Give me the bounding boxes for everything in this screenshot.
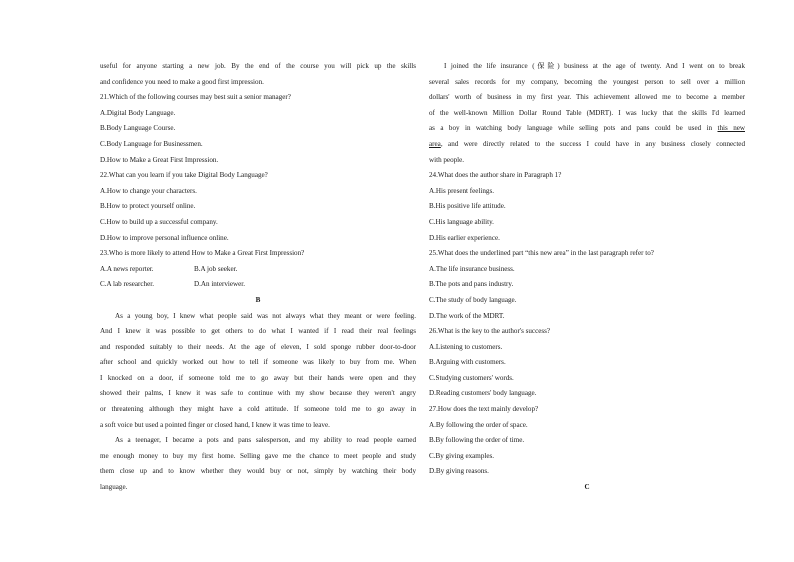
question-26-option-a: A.Listening to customers.: [429, 342, 503, 351]
passage-line: language.: [100, 483, 128, 492]
question-26-option-d: D.Reading customers' body language.: [429, 389, 537, 398]
passage-line: [429, 121, 745, 137]
passage-text: , and were directly related to the success I could have in any business closely connected: [440, 139, 745, 148]
left-column: [100, 59, 416, 496]
passage-line: after school and quickly worked out how to tell if someone was likely to buy from me. When: [100, 358, 416, 367]
question-27-stem: 27.How does the text mainly develop?: [429, 405, 539, 414]
passage-line: with people.: [429, 155, 465, 164]
question-23-option-b: B.A job seeker.: [194, 264, 238, 273]
question-24-option-c: C.His language ability.: [429, 217, 494, 226]
question-25-option-d: D.The work of the MDRT.: [429, 311, 505, 320]
section-c-heading: C: [584, 483, 590, 492]
right-column: [429, 59, 745, 496]
question-23-options-row-2: [100, 277, 416, 293]
question-22-stem: 22.What can you learn if you take Digital Body Language?: [100, 171, 268, 180]
underlined-phrase: this new: [717, 124, 745, 133]
intro-line: and confidence you need to make a good first impression.: [100, 77, 264, 86]
question-27-option-c: C.By giving examples.: [429, 451, 495, 460]
question-27-option-a: A.By following the order of space.: [429, 420, 528, 429]
passage-line: of the well-known Million Dollar Round Table (MDRT). I was lucky that the skills I'd learned: [429, 108, 745, 117]
question-24-stem: 24.What does the author share in Paragraph 1?: [429, 171, 562, 180]
passage-line: I knocked on a door, if someone told me to go away but their hands were open and they: [100, 373, 416, 382]
question-26-option-c: C.Studying customers' words.: [429, 373, 514, 382]
question-23-options-row-1: [100, 262, 416, 278]
passage-line: As a young boy, I knew what people said was not always what they meant or were feeling.: [115, 311, 416, 320]
question-21-option-c: C.Body Language for Businessmen.: [100, 139, 203, 148]
question-25-option-c: C.The study of body language.: [429, 295, 517, 304]
underlined-phrase: area: [429, 139, 441, 148]
passage-line: [429, 137, 745, 153]
passage-line: and responded suitably to their needs. At the age of eleven, I sold sponge rubber door-to-door: [100, 342, 416, 351]
question-23-option-d: D.An interviewer.: [194, 280, 246, 289]
question-23-stem: 23.Who is more likely to attend How to Make a Great First Impression?: [100, 249, 305, 258]
question-22-option-d: D.How to improve personal influence online.: [100, 233, 229, 242]
passage-line: showed their palms, I knew it was safe to continue with my show because they weren't angry: [100, 389, 416, 398]
passage-line: a soft voice but used a pointed finger or closed hand, I knew it was time to leave.: [100, 420, 330, 429]
passage-line: me enough money to buy my first home. Selling gave me the chance to meet people and study: [100, 451, 416, 460]
question-22-option-b: B.How to protect yourself online.: [100, 202, 196, 211]
question-24-option-a: A.His present feelings.: [429, 186, 495, 195]
passage-line: dollars' worth of business in my first year. This achievement allowed me to become a member: [429, 93, 745, 102]
question-26-stem: 26.What is the key to the author's success?: [429, 327, 551, 336]
question-21-option-d: D.How to Make a Great First Impression.: [100, 155, 219, 164]
question-23-option-a: A.A news reporter.: [100, 264, 154, 273]
question-24-option-d: D.His earlier experience.: [429, 233, 500, 242]
question-23-option-c: C.A lab researcher.: [100, 280, 154, 289]
passage-text: as a boy in watching body language while selling pots and pans could be used in: [429, 124, 718, 133]
question-26-option-b: B.Arguing with customers.: [429, 358, 506, 367]
question-21-option-b: B.Body Language Course.: [100, 124, 176, 133]
question-27-option-d: D.By giving reasons.: [429, 467, 489, 476]
question-24-option-b: B.His positive life attitude.: [429, 202, 506, 211]
passage-line: And I knew it was possible to get others to do what I wanted if I read their real feelings: [100, 327, 416, 336]
question-22-option-a: A.How to change your characters.: [100, 186, 197, 195]
passage-line: several sales records for my company, becoming the youngest person to sell over a million: [429, 77, 745, 86]
passage-line: As a teenager, I became a pots and pans salesperson, and my ability to read people earned: [115, 436, 416, 445]
passage-line: or threatening although they might have a cold attitude. If someone told me to go away in: [100, 405, 416, 414]
passage-line: I joined the life insurance (保险) business at the age of twenty. And I went on to break: [444, 62, 745, 70]
question-25-stem: 25.What does the underlined part “this new area” in the last paragraph refer to?: [429, 249, 654, 258]
question-21-stem: 21.Which of the following courses may best suit a senior manager?: [100, 93, 291, 102]
question-25-option-a: A.The life insurance business.: [429, 264, 515, 273]
question-22-option-c: C.How to build up a successful company.: [100, 217, 218, 226]
question-25-option-b: B.The pots and pans industry.: [429, 280, 514, 289]
question-27-option-b: B.By following the order of time.: [429, 436, 525, 445]
intro-line: useful for anyone starting a new job. By the end of the course you will pick up the skills: [100, 62, 416, 70]
section-b-heading: B: [255, 295, 261, 304]
question-21-option-a: A.Digital Body Language.: [100, 108, 176, 117]
passage-line: them close up and to know whether they would buy or not, simply by watching their body: [100, 467, 416, 476]
